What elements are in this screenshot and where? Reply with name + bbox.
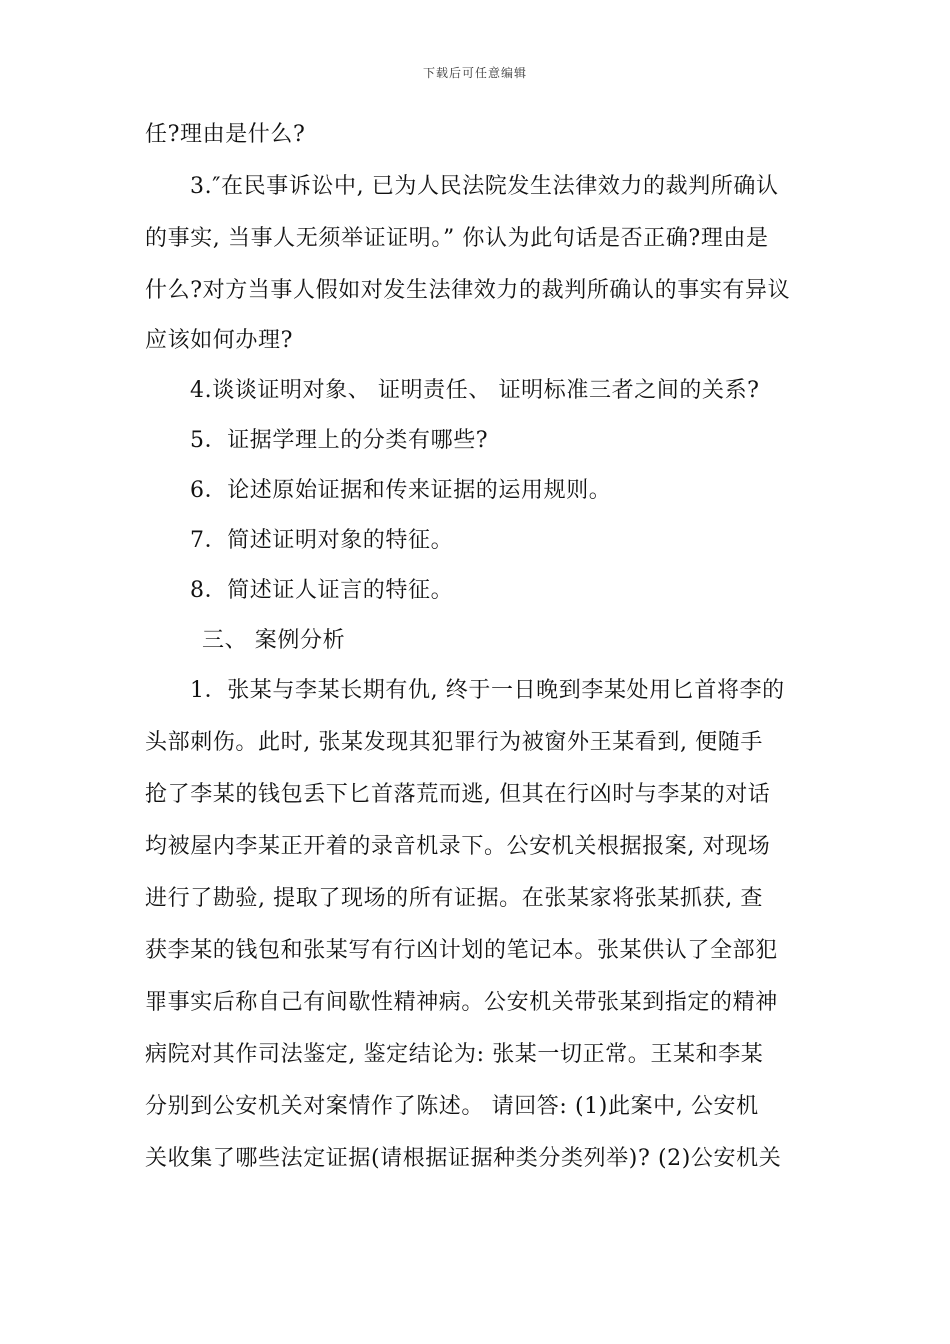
text-line: 进行了勘验, 提取了现场的所有证据。在张某家将张某抓获, 查 xyxy=(145,886,763,911)
text-line: 病院对其作司法鉴定, 鉴定结论为: 张某一切正常。王某和李某 xyxy=(145,1042,764,1067)
text-line: 抢了李某的钱包丢下匕首落荒而逃, 但其在行凶时与李某的对话 xyxy=(145,782,771,807)
question-6: 6．论述原始证据和传来证据的运用规则。 xyxy=(190,478,612,503)
text-line: 任?理由是什么? xyxy=(145,122,306,147)
text-line: 均被屋内李某正开着的录音机录下。公安机关根据报案, 对现场 xyxy=(145,834,771,859)
question-8: 8．简述证人证言的特征。 xyxy=(190,578,454,603)
text-line: 应该如何办理? xyxy=(145,328,293,353)
case-1-line: 1．张某与李某长期有仇, 终于一日晚到李某处用匕首将李的 xyxy=(190,678,785,703)
text-line: 头部刺伤。此时, 张某发现其犯罪行为被窗外王某看到, 便随手 xyxy=(145,730,763,755)
section-heading: 三、 案例分析 xyxy=(202,628,346,653)
question-5: 5．证据学理上的分类有哪些? xyxy=(190,428,489,453)
text-line: 罪事实后称自己有间歇性精神病。公安机关带张某到指定的精神 xyxy=(145,990,778,1015)
text-line: 分别到公安机关对案情作了陈述。 请回答: (1)此案中, 公安机 xyxy=(145,1094,759,1119)
question-7: 7．简述证明对象的特征。 xyxy=(190,528,454,553)
page-header: 下载后可任意编辑 xyxy=(422,66,527,80)
question-3-line: 3.″在民事诉讼中, 已为人民法院发生法律效力的裁判所确认 xyxy=(190,174,779,199)
text-line: 获李某的钱包和张某写有行凶计划的笔记本。张某供认了全部犯 xyxy=(145,938,778,963)
text-line: 的事实, 当事人无须举证证明。” 你认为此句话是否正确?理由是 xyxy=(145,226,769,251)
question-4: 4.谈谈证明对象、 证明责任、 证明标准三者之间的关系? xyxy=(190,378,760,403)
text-line: 关收集了哪些法定证据(请根据证据种类分类列举)? (2)公安机关 xyxy=(145,1146,782,1171)
text-line: 什么?对方当事人假如对发生法律效力的裁判所确认的事实有异议 xyxy=(145,278,791,303)
